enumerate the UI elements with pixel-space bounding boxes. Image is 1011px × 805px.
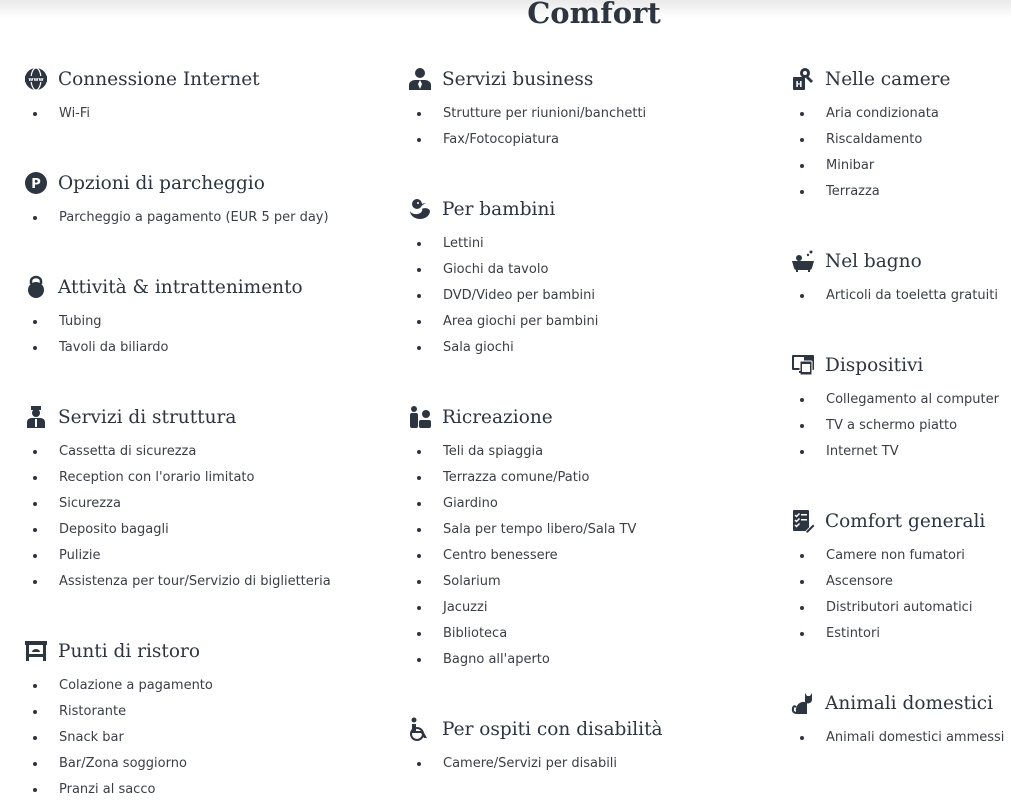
list-item: Articoli da toeletta gratuiti (791, 284, 1011, 310)
list-item: Solarium (408, 570, 768, 596)
list-item: Animali domestici ammessi (791, 726, 1011, 752)
section-recreation (408, 402, 768, 674)
section-header (408, 402, 768, 432)
amenity-list (24, 674, 384, 804)
column-1 (24, 64, 384, 804)
column-3 (791, 64, 1011, 752)
list-item: Jacuzzi (408, 596, 768, 622)
list-item: TV a schermo piatto (791, 414, 1011, 440)
wheelchair-icon (408, 717, 432, 741)
list-item: Terrazza comune/Patio (408, 466, 768, 492)
svg-text:P: P (31, 177, 41, 192)
section-header (24, 64, 384, 94)
list-item: Teli da spiaggia (408, 440, 768, 466)
section-dining (24, 636, 384, 804)
list-item: Terrazza (791, 180, 1011, 206)
recreation-icon (408, 405, 432, 429)
list-item: Minibar (791, 154, 1011, 180)
kettlebell-icon (24, 275, 48, 299)
amenity-list (791, 284, 1011, 310)
list-item: Strutture per riunioni/banchetti (408, 102, 768, 128)
list-item: Camere non fumatori (791, 544, 1011, 570)
section-title: Per ospiti con disabilità (442, 718, 663, 740)
section-business (408, 64, 768, 154)
bellboy-icon (24, 405, 48, 429)
section-title: Opzioni di parcheggio (58, 172, 265, 194)
devices-icon (791, 353, 815, 377)
list-item: Reception con l'orario limitato (24, 466, 384, 492)
list-item: Colazione a pagamento (24, 674, 384, 700)
section-in-room (791, 64, 1011, 206)
cat-icon (791, 691, 815, 715)
amenity-list (24, 206, 384, 232)
list-item: Deposito bagagli (24, 518, 384, 544)
list-item: Bar/Zona soggiorno (24, 752, 384, 778)
section-header (24, 168, 384, 198)
list-item: Ascensore (791, 570, 1011, 596)
section-header (791, 506, 1011, 536)
list-item: Riscaldamento (791, 128, 1011, 154)
section-activities (24, 272, 384, 362)
amenity-list (791, 388, 1011, 466)
list-item: Snack bar (24, 726, 384, 752)
section-title: Servizi di struttura (58, 406, 237, 428)
list-item: Biblioteca (408, 622, 768, 648)
list-item: Sicurezza (24, 492, 384, 518)
list-item: Ristorante (24, 700, 384, 726)
section-title: Ricreazione (442, 406, 553, 428)
businessman-icon (408, 67, 432, 91)
parking-icon (24, 171, 48, 195)
section-header (791, 64, 1011, 94)
list-item: Sala giochi (408, 336, 768, 362)
section-title: Attività & intrattenimento (58, 276, 303, 298)
list-item: Fax/Fotocopiatura (408, 128, 768, 154)
list-item: Camere/Servizi per disabili (408, 752, 768, 778)
section-header (24, 272, 384, 302)
amenity-list (24, 102, 384, 128)
checklist-icon (791, 509, 815, 533)
amenity-list (408, 102, 768, 154)
amenity-list (408, 440, 768, 674)
room-key-icon (791, 67, 815, 91)
section-parking (24, 168, 384, 232)
list-item: Area giochi per bambini (408, 310, 768, 336)
rubber-duck-icon (408, 197, 432, 221)
svg-text:www: www (28, 77, 44, 83)
section-header (408, 194, 768, 224)
food-stand-icon (24, 639, 48, 663)
list-item: Internet TV (791, 440, 1011, 466)
section-header (24, 636, 384, 666)
list-item: Collegamento al computer (791, 388, 1011, 414)
section-internet (24, 64, 384, 128)
list-item: Assistenza per tour/Servizio di biglietteria (24, 570, 384, 596)
section-bathroom (791, 246, 1011, 310)
amenity-list (24, 440, 384, 596)
amenity-list (24, 310, 384, 362)
section-title: Punti di ristoro (58, 640, 200, 662)
amenity-list (408, 752, 768, 778)
list-item: Pulizie (24, 544, 384, 570)
section-pets (791, 688, 1011, 752)
amenity-list (791, 544, 1011, 648)
page-title: Comfort (527, 0, 661, 30)
list-item: DVD/Video per bambini (408, 284, 768, 310)
section-title: Animali domestici (825, 692, 994, 714)
list-item: Distributori automatici (791, 596, 1011, 622)
list-item: Tubing (24, 310, 384, 336)
section-general (791, 506, 1011, 648)
list-item: Estintori (791, 622, 1011, 648)
section-title: Servizi business (442, 68, 594, 90)
list-item: Giochi da tavolo (408, 258, 768, 284)
www-globe-icon (24, 67, 48, 91)
section-title: Dispositivi (825, 354, 924, 376)
section-header (791, 688, 1011, 718)
section-header (791, 246, 1011, 276)
list-item: Giardino (408, 492, 768, 518)
list-item: Parcheggio a pagamento (EUR 5 per day) (24, 206, 384, 232)
section-title: Nelle camere (825, 68, 951, 90)
section-facility-services (24, 402, 384, 596)
amenity-list (408, 232, 768, 362)
list-item: Centro benessere (408, 544, 768, 570)
section-kids (408, 194, 768, 362)
list-item: Lettini (408, 232, 768, 258)
list-item: Wi-Fi (24, 102, 384, 128)
list-item: Aria condizionata (791, 102, 1011, 128)
list-item: Tavoli da biliardo (24, 336, 384, 362)
amenity-list (791, 726, 1011, 752)
amenity-list (791, 102, 1011, 206)
section-accessibility (408, 714, 768, 778)
list-item: Cassetta di sicurezza (24, 440, 384, 466)
list-item: Sala per tempo libero/Sala TV (408, 518, 768, 544)
section-title: Comfort generali (825, 510, 986, 532)
section-header (408, 714, 768, 744)
section-title: Per bambini (442, 198, 556, 220)
section-header (791, 350, 1011, 380)
list-item: Bagno all'aperto (408, 648, 768, 674)
column-2 (408, 64, 768, 778)
section-title: Connessione Internet (58, 68, 260, 90)
bathtub-icon (791, 249, 815, 273)
section-devices (791, 350, 1011, 466)
section-title: Nel bagno (825, 250, 922, 272)
svg-text:H: H (795, 80, 803, 89)
section-header (408, 64, 768, 94)
list-item: Pranzi al sacco (24, 778, 384, 804)
section-header (24, 402, 384, 432)
